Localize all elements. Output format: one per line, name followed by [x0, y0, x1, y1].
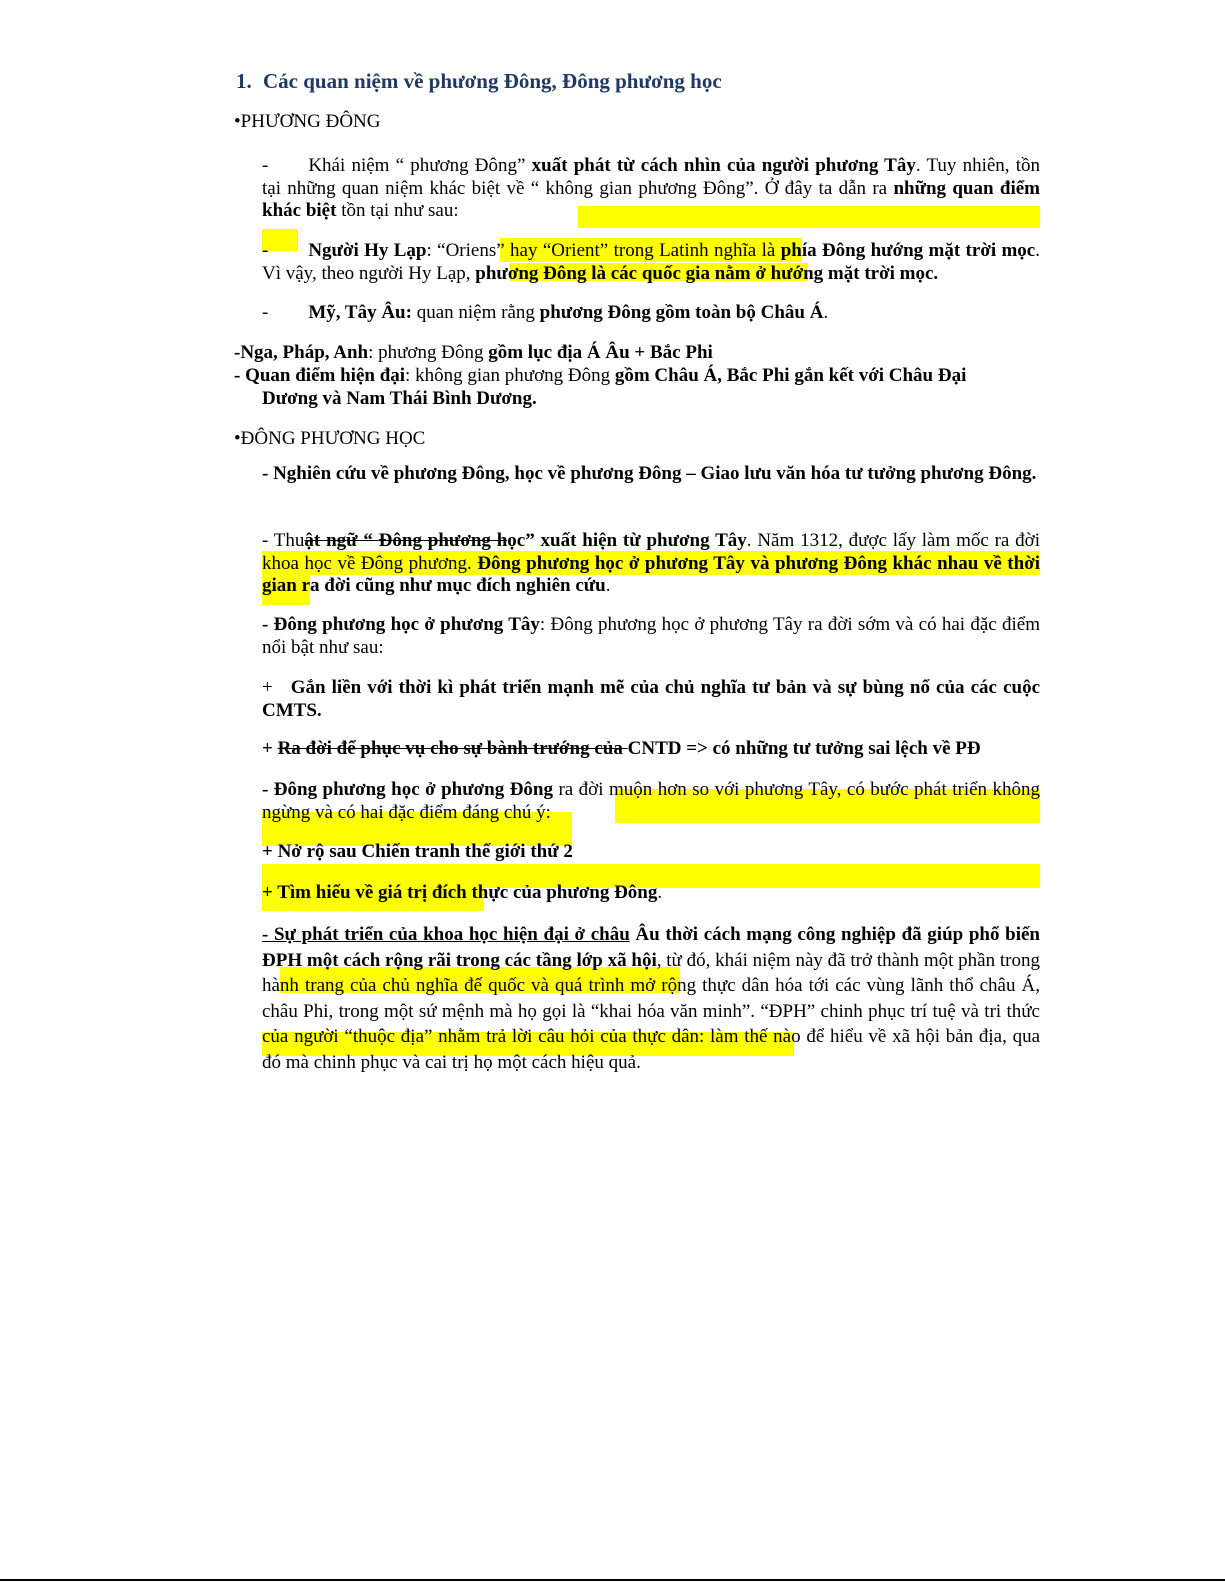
paragraph-feature-postwar: + Nở rộ sau Chiến tranh thế giới thứ 2	[262, 841, 573, 862]
text-run: .	[605, 575, 611, 596]
text-run-bold: ọc” xuất hiện từ phương Tây	[507, 530, 747, 551]
paragraph-russia	[234, 342, 1040, 365]
list-plus: +	[262, 677, 273, 698]
text-run: Khái niệm “ phương Đông”	[308, 155, 532, 176]
paragraph-western-orientalism	[262, 614, 1040, 659]
text-run-bold: - Quan điểm hiện đại	[234, 365, 406, 386]
text-run-bold: + Tìm hiểu về giá trị đích th	[262, 882, 489, 903]
paragraph-feature-value	[262, 882, 1040, 905]
text-run-struck: ật ngữ “ Đông phương h	[304, 530, 508, 551]
text-run: tồn tại như sau:	[336, 200, 459, 221]
text-run-bold: Âu thời cách mạng công nghiệp đã giúp phổ biến ĐPH một cách rộng rãi trong các tầng lớp xã hội	[262, 924, 1040, 971]
paragraph-concept	[262, 155, 1040, 223]
text-run-underlined: - Sự phát triển của khoa học hiện đại ở châu	[262, 924, 630, 945]
heading-title: Các quan niệm về phương Đông, Đông phương học	[263, 69, 722, 93]
text-run-struck: Ra đời để phục vụ cho sự bành trướng của	[277, 738, 628, 759]
paragraph-term-origin	[262, 530, 1040, 598]
section-label-phuong-dong: •PHƯƠNG ĐÔNG	[234, 111, 381, 132]
text-run: , từ đó, khái niệm này đã trở thành một phần trong hành trang của chủ nghĩa đế quốc và quá trình mở rộng thực dân hóa tới các vùng lãnh thổ châu Á, châu Phi, trong một sứ mệnh mà họ gọi là “khai hóa văn minh”. “ĐPH” chinh phục trí tuệ và tri thức của người “thuộc địa” nhằm trả lời câu hỏi của thực dân: làm thế nào để hiểu về xã hội bản địa, qua đó mà chinh phục và cai trị họ một cách hiệu quả.	[262, 949, 1040, 1073]
text-run-bold: Dương và Nam Thái Bình Dương.	[262, 387, 537, 409]
text-run-bold: gồm Châu Á, Bắc Phi gắn kết với Châu Đại	[614, 365, 967, 386]
page-bottom-border	[0, 1579, 1225, 1581]
text-run-bold: -Nga, Pháp, Anh	[234, 342, 369, 363]
paragraph-greek	[262, 240, 1040, 285]
list-dash: -	[262, 240, 269, 261]
text-run-bold: xuất phát từ cách nhìn của người phương Tây	[531, 155, 916, 176]
text-run: . Tuy nhiên, tồn tại những quan niệm khác biệt về “ không gian phương Đông”. Ở đây ta dẫn ra	[262, 155, 1040, 199]
text-run: quan niệm rằng	[411, 302, 540, 323]
text-run-bold: những quan điểm khác biệt	[262, 177, 1040, 221]
text-run: . Vì vậy, theo người Hy Lạp,	[262, 240, 1040, 284]
text-run-bold: - Đông phương học ở phương Đông	[262, 779, 553, 800]
section-heading	[236, 70, 722, 93]
text-run: .	[657, 882, 663, 903]
text-run-bold: Gắn liền với thời kì phát triển mạnh mẽ của chủ nghĩa tư bản và sự bùng nổ của các cuộc CMTS.	[262, 677, 1040, 721]
text-run: : “Oriens” hay “Orient” trong Latinh nghĩa là	[426, 240, 781, 261]
list-dash: -	[262, 155, 269, 176]
text-run-bold: CNTD => có những tư tưởng sai lệch về PĐ	[627, 738, 981, 759]
text-run: - Thu	[262, 530, 305, 551]
paragraph-definition: - Nghiên cứu về phương Đông, học về phương Đông – Giao lưu văn hóa tư tưởng phương Đông.	[262, 463, 1037, 484]
text-run: . Năm 1312, được lấy làm mốc ra đời khoa học về Đông phương.	[262, 530, 1041, 574]
heading-number: 1.	[236, 69, 252, 93]
text-run: : Đông phương học ở phương Tây ra đời sớm và có hai đặc điểm nổi bật như sau:	[262, 614, 1041, 658]
paragraph-feature-colonialism	[262, 738, 1040, 761]
text-run-bold: +	[262, 738, 278, 759]
text-run-bold: ực của phương Đông	[488, 882, 658, 903]
paragraph-feature-capitalism	[262, 677, 1040, 722]
text-run-bold: - Đông phương học ở phương Tây	[262, 614, 540, 635]
text-run: : không gian phương Đông	[405, 365, 615, 386]
paragraph-eastern-orientalism	[262, 779, 1040, 824]
paragraph-us-europe	[262, 302, 1040, 325]
text-run: .	[823, 302, 829, 323]
paragraph-modern-science	[262, 922, 1040, 1075]
text-run-bold: Đông phương học ở phương Tây và phương Đông khác nhau về thời gian ra đời cũng như mục đích nghiên cứu	[262, 552, 1040, 596]
section-label-dong-phuong-hoc: •ĐÔNG PHƯƠNG HỌC	[234, 428, 426, 449]
text-run: ra đời muộn hơn so với phương Tây, có bước phát triển không ngừng và có hai đặc điểm đáng chú ý:	[262, 779, 1040, 823]
paragraph-modern-view	[234, 365, 1040, 410]
text-run-bold: phương Đông là các quốc gia nằm ở hướng mặt trời mọc.	[475, 262, 939, 284]
list-dash: -	[262, 302, 269, 323]
text-run-bold: Mỹ, Tây Âu:	[308, 302, 412, 323]
text-run-bold: phương Đông gồm toàn bộ Châu Á	[539, 302, 824, 323]
text-run: : phương Đông	[368, 342, 489, 363]
text-run-bold: Người Hy Lạp	[308, 240, 427, 261]
text-run-bold: gồm lục địa Á Âu + Bắc Phi	[488, 342, 713, 363]
text-run-bold: phía Đông hướng mặt trời mọc	[780, 240, 1036, 261]
